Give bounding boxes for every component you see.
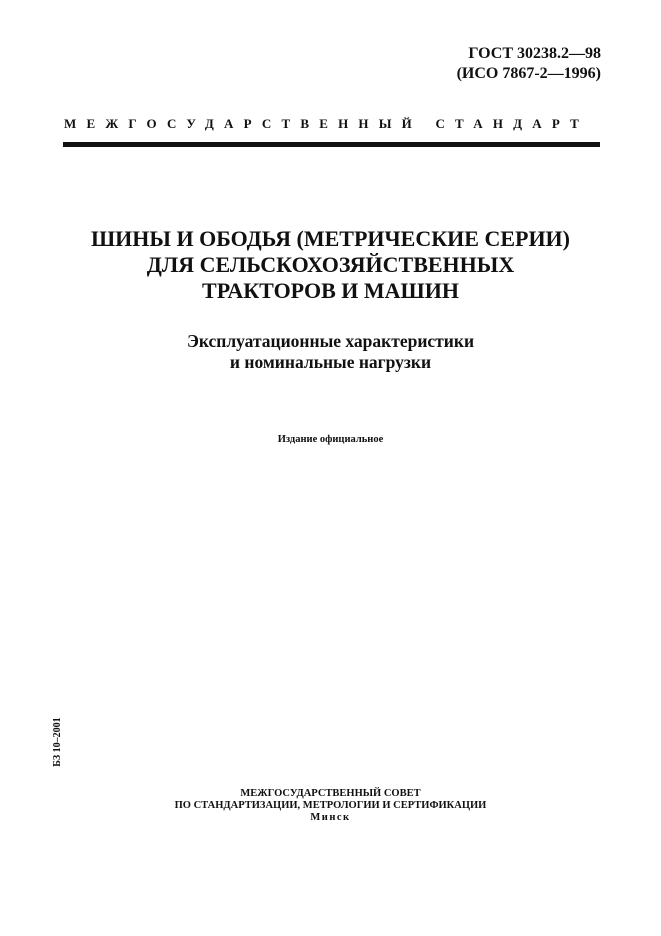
title-line-3: ТРАКТОРОВ И МАШИН [202,278,459,303]
publisher-block [40,788,621,824]
standard-kind-heading: МЕЖГОСУДАРСТВЕННЫЙ СТАНДАРТ [64,116,590,131]
iso-equivalent: (ИСО 7867-2—1996) [456,65,601,82]
side-publication-code: БЗ 10–2001 [52,717,63,767]
standard-number: ГОСТ 30238.2—98 [468,45,601,62]
publisher-line-2: ПО СТАНДАРТИЗАЦИИ, МЕТРОЛОГИИ И СЕРТИФИКАЦИИ [174,800,487,811]
document-title [40,226,621,304]
title-line-2: ДЛЯ СЕЛЬСКОХОЗЯЙСТВЕННЫХ [146,252,515,277]
document-subtitle [40,331,621,373]
header-divider [63,142,600,147]
subtitle-line-1: Эксплуатационные характеристики [186,331,475,351]
publisher-city: Минск [310,812,351,823]
edition-note: Издание официальное [277,434,384,445]
subtitle-line-2: и номинальные нагрузки [229,352,432,372]
publisher-line-1: МЕЖГОСУДАРСТВЕННЫЙ СОВЕТ [240,788,421,799]
title-line-1: ШИНЫ И ОБОДЬЯ (МЕТРИЧЕСКИЕ СЕРИИ) [90,226,570,251]
standard-designation [457,44,601,84]
